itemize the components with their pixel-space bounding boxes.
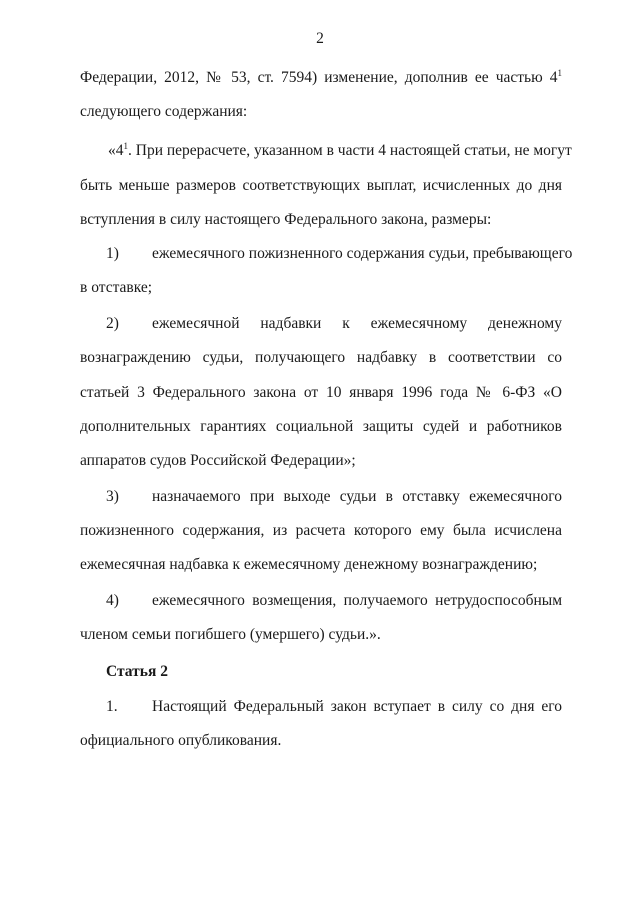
intro-line-1 bbox=[80, 68, 562, 88]
article-2-p1-line-1 bbox=[80, 697, 562, 717]
superscript: 1 bbox=[557, 68, 562, 78]
quote-line-3: вступления в силу настоящего Федерального закона, размеры: bbox=[80, 211, 492, 228]
item-2-line-4: дополнительных гарантиях социальной защиты судей и работников bbox=[80, 418, 562, 435]
item-4-line-2: членом семьи погибшего (умершего) судьи.». bbox=[80, 626, 381, 643]
article-2-p1-text: Настоящий Федеральный закон вступает в силу со дня его bbox=[152, 698, 562, 715]
item-number: 1. bbox=[106, 698, 118, 715]
item-2-line-2: вознаграждению судьи, получающего надбавку в соответствии со bbox=[80, 349, 562, 366]
item-1-text: ежемесячного пожизненного содержания судьи, пребывающего bbox=[152, 245, 573, 262]
article-2-p1-line-2: официального опубликования. bbox=[80, 732, 282, 749]
superscript: 1 bbox=[123, 141, 128, 151]
quote-open: «4 bbox=[108, 142, 124, 159]
intro-line-2: следующего содержания: bbox=[80, 103, 248, 120]
item-number: 3) bbox=[106, 488, 119, 505]
quote-line-1 bbox=[108, 141, 572, 161]
item-1-line-1 bbox=[80, 244, 573, 264]
item-1-line-2: в отставке; bbox=[80, 279, 153, 296]
item-2-line-3: статьей 3 Федерального закона от 10 января 1996 года № 6-ФЗ «О bbox=[80, 384, 562, 401]
item-number: 4) bbox=[106, 592, 119, 609]
item-number: 2) bbox=[106, 315, 119, 332]
item-2-line-1 bbox=[80, 314, 562, 334]
item-3-line-3: ежемесячная надбавка к ежемесячному денежному вознаграждению; bbox=[80, 556, 538, 573]
quote-line-2: быть меньше размеров соответствующих выплат, исчисленных до дня bbox=[80, 177, 562, 194]
item-number: 1) bbox=[106, 245, 119, 262]
page-number: 2 bbox=[316, 30, 324, 47]
item-3-text: назначаемого при выходе судьи в отставку ежемесячного bbox=[152, 488, 562, 505]
quote-line-1-text: . При перерасчете, указанном в части 4 настоящей статьи, не могут bbox=[128, 142, 572, 159]
item-3-line-2: пожизненного содержания, из расчета которого ему была исчислена bbox=[80, 522, 562, 539]
item-4-line-1 bbox=[80, 591, 562, 611]
item-2-line-5: аппаратов судов Российской Федерации»; bbox=[80, 452, 356, 469]
item-3-line-1 bbox=[80, 487, 562, 507]
article-heading: Статья 2 bbox=[106, 663, 168, 680]
intro-line-1-text: Федерации, 2012, № 53, ст. 7594) изменение, дополнив ее частью 4 bbox=[80, 69, 558, 86]
item-4-text: ежемесячного возмещения, получаемого нетрудоспособным bbox=[152, 592, 562, 609]
item-2-text: ежемесячной надбавки к ежемесячному денежному bbox=[152, 315, 562, 332]
